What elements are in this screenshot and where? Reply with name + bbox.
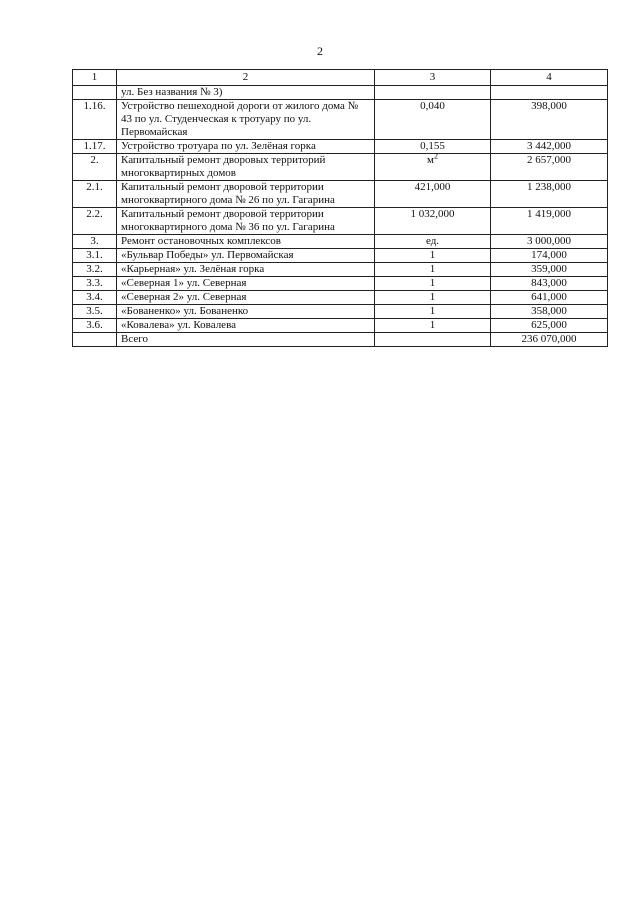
total-label: Всего — [117, 333, 375, 347]
row-number: 3.6. — [73, 319, 117, 333]
row-name: Капитальный ремонт дворовой территории многоквартирного дома № 26 по ул. Гагарина — [117, 181, 375, 208]
row-quantity — [375, 86, 491, 100]
row-amount: 2 657,000 — [491, 154, 608, 181]
table-row — [73, 86, 608, 100]
row-quantity — [375, 151, 491, 181]
column-header: 2 — [117, 70, 375, 86]
table-row — [73, 291, 608, 305]
row-quantity: 1 — [375, 291, 491, 305]
row-name: «Бульвар Победы» ул. Первомайская — [117, 249, 375, 263]
total-amount: 236 070,000 — [491, 333, 608, 347]
row-quantity: 1 — [375, 263, 491, 277]
table-row — [73, 154, 608, 181]
row-number: 3.2. — [73, 263, 117, 277]
row-number: 3.4. — [73, 291, 117, 305]
row-amount: 174,000 — [491, 249, 608, 263]
row-amount: 1 419,000 — [491, 208, 608, 235]
row-quantity — [375, 333, 491, 347]
table-row — [73, 319, 608, 333]
table-row — [73, 305, 608, 319]
page-number: 2 — [317, 44, 323, 58]
table-row — [73, 277, 608, 291]
row-name: «Северная 2» ул. Северная — [117, 291, 375, 305]
row-number: 1.17. — [73, 140, 117, 154]
table-row — [73, 249, 608, 263]
total-row — [73, 333, 608, 347]
row-amount: 843,000 — [491, 277, 608, 291]
row-number: 1.16. — [73, 100, 117, 140]
row-quantity: 1 — [375, 249, 491, 263]
row-number: 2.2. — [73, 208, 117, 235]
row-amount: 359,000 — [491, 263, 608, 277]
row-amount: 1 238,000 — [491, 181, 608, 208]
row-amount: 625,000 — [491, 319, 608, 333]
row-amount: 398,000 — [491, 100, 608, 140]
table-row — [73, 181, 608, 208]
table-row — [73, 140, 608, 154]
row-number: 2. — [73, 154, 117, 181]
row-quantity: 0,155 — [375, 140, 491, 154]
row-name: «Бованенко» ул. Бованенко — [117, 305, 375, 319]
column-header: 1 — [73, 70, 117, 86]
table-row — [73, 235, 608, 249]
row-name: ул. Без названия № 3) — [117, 86, 375, 100]
table-row — [73, 263, 608, 277]
row-quantity: 1 032,000 — [375, 208, 491, 235]
row-number: 2.1. — [73, 181, 117, 208]
column-header: 3 — [375, 70, 491, 86]
row-number: 3.3. — [73, 277, 117, 291]
row-name: «Ковалева» ул. Ковалева — [117, 319, 375, 333]
table-row — [73, 208, 608, 235]
row-number — [73, 333, 117, 347]
row-number — [73, 86, 117, 100]
row-amount: 358,000 — [491, 305, 608, 319]
row-name: Капитальный ремонт дворовых территорий многоквартирных домов — [117, 154, 375, 181]
row-name: «Северная 1» ул. Северная — [117, 277, 375, 291]
row-name: «Карьерная» ул. Зелёная горка — [117, 263, 375, 277]
row-number: 3.1. — [73, 249, 117, 263]
row-name: Капитальный ремонт дворовой территории многоквартирного дома № 36 по ул. Гагарина — [117, 208, 375, 235]
row-quantity: 421,000 — [375, 181, 491, 208]
row-quantity: 1 — [375, 319, 491, 333]
row-quantity: 1 — [375, 277, 491, 291]
row-name: Устройство тротуара по ул. Зелёная горка — [117, 140, 375, 154]
row-number: 3. — [73, 235, 117, 249]
unit-label: м — [427, 154, 434, 166]
row-quantity: 0,040 — [375, 100, 491, 140]
row-name: Устройство пешеходной дороги от жилого дома № 43 по ул. Студенческая к тротуару по ул. Первомайская — [117, 100, 375, 140]
row-quantity: 1 — [375, 305, 491, 319]
row-amount: 3 442,000 — [491, 140, 608, 154]
budget-table — [72, 69, 608, 347]
column-header: 4 — [491, 70, 608, 86]
row-quantity: ед. — [375, 235, 491, 249]
unit-superscript: 2 — [433, 151, 438, 161]
row-amount: 3 000,000 — [491, 235, 608, 249]
header-row — [73, 70, 608, 86]
row-amount: 641,000 — [491, 291, 608, 305]
row-name: Ремонт остановочных комплексов — [117, 235, 375, 249]
table-row — [73, 100, 608, 140]
row-amount — [491, 86, 608, 100]
row-number: 3.5. — [73, 305, 117, 319]
